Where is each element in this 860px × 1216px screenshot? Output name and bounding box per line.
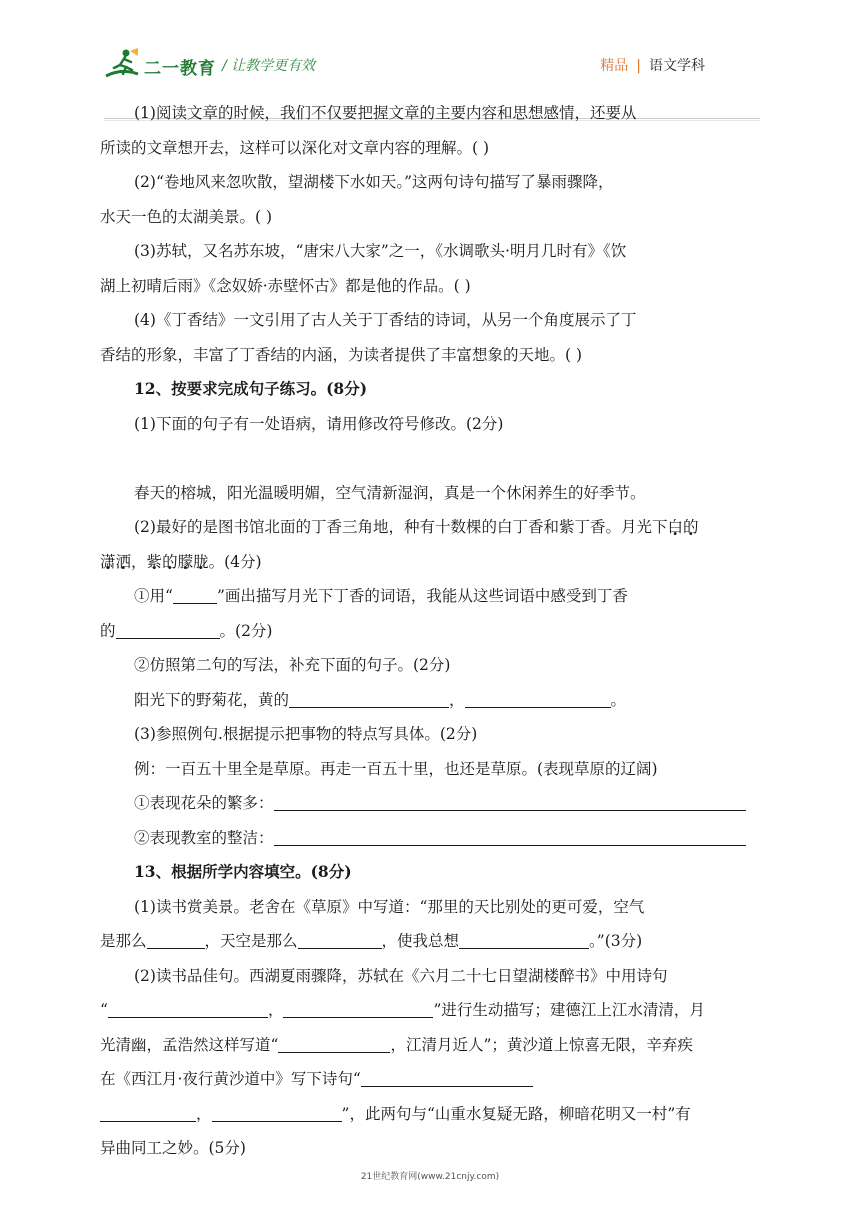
- text-line: (2)读书品佳句。西湖夏雨骤降，苏轼在《六月二十七日望湖楼醉书》中用诗句: [134, 966, 668, 985]
- answer-blank[interactable]: [116, 618, 220, 639]
- text-line: [100, 821, 762, 856]
- text-line: ②仿照第二句的写法，补充下面的句子。(2分): [134, 656, 451, 674]
- text-line: 所读的文章想开去，这样可以深化对文章内容的理解。( ): [100, 138, 490, 157]
- answer-blank[interactable]: [459, 928, 589, 949]
- text-span: ”，此两句与“山重水复疑无路，柳暗花明又一村”有: [341, 1104, 691, 1123]
- dotted-char: 的: [682, 518, 699, 536]
- answer-line[interactable]: [274, 825, 746, 846]
- text-line: 湖上初晴后雨》《念奴娇·赤壁怀古》都是他的作品。( ): [100, 276, 471, 295]
- text-line: [100, 614, 762, 649]
- text-span: 光清幽，孟浩然这样写道“: [100, 1035, 279, 1054]
- text-span: (2)最好的是图书馆北面的丁香三角地，种有十数棵的白丁香和紫丁香。月光下: [134, 518, 668, 536]
- text-span: 。: [610, 690, 627, 709]
- text-span: ”进行生动描写；建德江上江水清清，月: [433, 1001, 705, 1019]
- text-line: 水天一色的太湖美景。( ): [100, 207, 273, 226]
- text-line: [100, 545, 762, 580]
- answer-blank[interactable]: [465, 687, 611, 708]
- dotted-char: 的: [162, 552, 178, 571]
- dotted-char: 洒: [115, 552, 132, 571]
- text-line: [100, 924, 762, 959]
- answer-blank[interactable]: [289, 687, 449, 708]
- text-line: (2)“卷地风来忽吹散，望湖楼下水如天。”这两句诗句描写了暴雨骤降，: [134, 173, 614, 191]
- slogan: / 让教学更有效: [222, 58, 316, 74]
- page-footer: 21世纪教育网(www.21cnjy.com): [360, 1172, 500, 1182]
- page-header: [0, 40, 860, 86]
- answer-blank[interactable]: [100, 1101, 196, 1122]
- text-line: (3)参照例句.根据提示把事物的特点写具体。(2分): [134, 725, 478, 743]
- text-span: ①用“: [134, 587, 173, 605]
- text-span: ，: [267, 1001, 284, 1019]
- answer-space: [100, 441, 762, 476]
- answer-blank[interactable]: [212, 1101, 342, 1122]
- text-line: 春天的榕城，阳光温暖明媚，空气清新湿润，真是一个休闲养生的好季节。: [134, 483, 646, 502]
- header-separator: |: [636, 58, 641, 74]
- text-span: 。(2分): [219, 621, 273, 640]
- text-line: (1)下面的句子有一处语病，请用修改符号修改。(2分): [134, 414, 504, 433]
- text-line: [100, 510, 762, 545]
- document-body: [100, 96, 762, 1166]
- question-13-heading: 13、根据所学内容填空。(8分): [134, 862, 352, 881]
- text-span: ，: [196, 1104, 212, 1123]
- brand-name: 二一教育: [144, 59, 216, 79]
- answer-line[interactable]: [274, 790, 746, 811]
- text-span: 是那么: [100, 932, 147, 950]
- text-span: ①表现花朵的繁多：: [134, 794, 274, 812]
- text-span: 在《西江月·夜行黄沙道中》写下诗句“: [100, 1070, 361, 1088]
- text-line: (3)苏轼，又名苏东坡，“唐宋八大家”之一，《水调歌头·明月几时有》《饮: [134, 242, 627, 260]
- text-span: “: [100, 1001, 108, 1019]
- dotted-char: 潇: [100, 552, 116, 571]
- text-line: 异曲同工之妙。(5分): [100, 1139, 246, 1157]
- text-line: [100, 1097, 762, 1132]
- text-line: [100, 1028, 762, 1063]
- text-span: 阳光下的野菊花，黄的: [134, 690, 290, 709]
- answer-blank[interactable]: [298, 928, 382, 949]
- question-12-heading: 12、按要求完成句子练习。(8分): [134, 379, 368, 398]
- text-span: ②表现教室的整洁：: [134, 828, 274, 847]
- text-span: ，江清月近人”；黄沙道上惊喜无限，辛弃疾: [390, 1035, 693, 1054]
- text-line: [100, 1062, 762, 1097]
- answer-blank[interactable]: [278, 1032, 390, 1053]
- text-span: ，: [449, 690, 465, 709]
- header-right: [600, 55, 705, 75]
- answer-blank[interactable]: [108, 997, 268, 1018]
- text-line: [100, 786, 762, 821]
- dotted-char: 朦: [177, 552, 194, 571]
- text-line: 香结的形象，丰富了丁香结的内涵，为读者提供了丰富想象的天地。( ): [100, 345, 583, 364]
- text-span: ”画出描写月光下丁香的词语，我能从这些词语中感受到丁香: [216, 587, 628, 605]
- text-line: (1)阅读文章的时候，我们不仅要把握文章的主要内容和思想感情，还要从: [134, 104, 637, 122]
- answer-blank[interactable]: [361, 1066, 533, 1087]
- text-line: (4)《丁香结》一文引用了古人关于丁香结的诗词，从另一个角度展示了丁: [134, 311, 637, 329]
- text-span: 。”(3分): [589, 932, 643, 950]
- text-span: ，: [131, 552, 147, 571]
- answer-blank[interactable]: [173, 583, 217, 604]
- dotted-char: 胧: [193, 552, 209, 571]
- answer-blank[interactable]: [147, 928, 205, 949]
- text-span: ，使我总想: [381, 932, 460, 950]
- dotted-char: 白: [667, 518, 683, 536]
- answer-blank[interactable]: [283, 997, 433, 1018]
- dotted-char: 紫: [146, 552, 163, 571]
- text-span: 。(4分): [208, 552, 262, 571]
- text-span: ，天空是那么: [204, 932, 298, 950]
- text-line: [100, 683, 762, 718]
- text-line: [100, 993, 762, 1028]
- text-span: 的: [100, 621, 116, 640]
- text-line: 例：一百五十里全是草原。再走一百五十里，也还是草原。(表现草原的辽阔): [134, 759, 658, 778]
- subject-label: 语文学科: [649, 58, 705, 74]
- quality-label: 精品: [600, 58, 629, 74]
- text-line: (1)读书赏美景。老舍在《草原》中写道：“那里的天比别处的更可爱，空气: [134, 897, 645, 916]
